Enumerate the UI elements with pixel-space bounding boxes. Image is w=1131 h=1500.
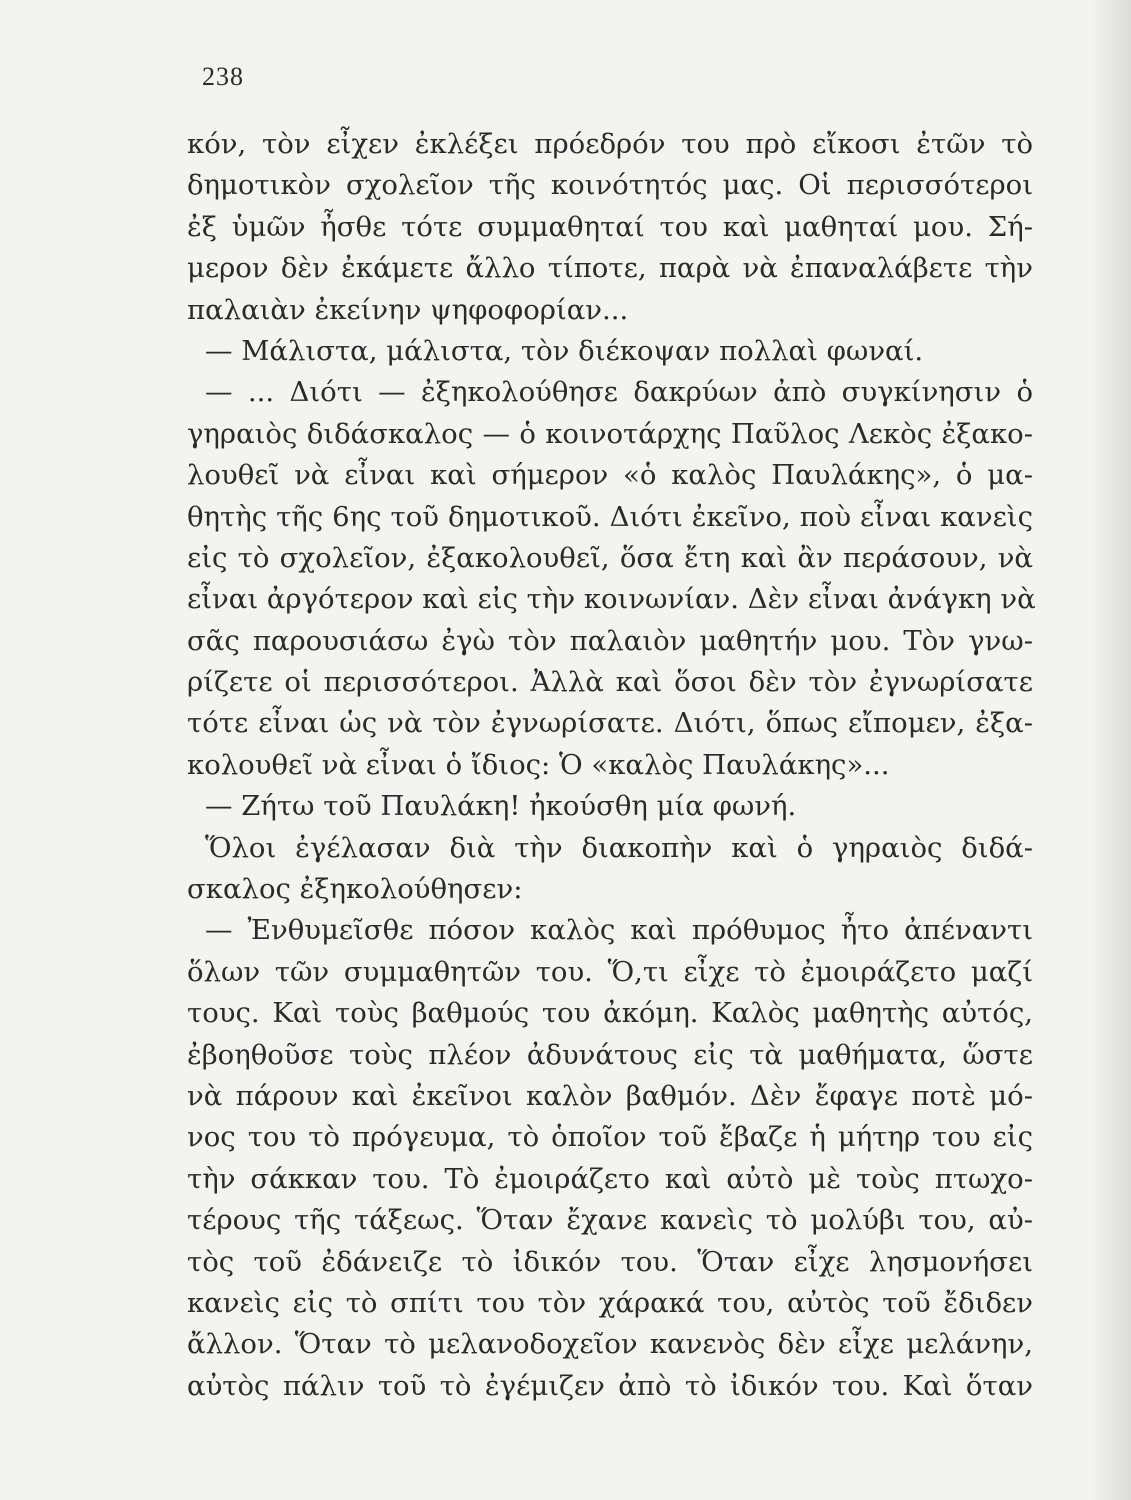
text-line: ἐξ ὑμῶν ἦσθε τότε συμμαθηταί του καὶ μαθηταί μου. Σή- — [187, 210, 1033, 243]
text-line: νὰ πάρουν καὶ ἐκεῖνοι καλὸν βαθμόν. Δὲν ἔφαγε ποτὲ μό- — [187, 1079, 1033, 1112]
text-line: παλαιὰν ἐκείνην ψηφοφορίαν... — [187, 293, 629, 326]
text-line: θητὴς τῆς 6ης τοῦ δημοτικοῦ. Διότι ἐκεῖνο, ποὺ εἶναι κανεὶς — [187, 500, 1033, 533]
text-line: — Ζήτω τοῦ Παυλάκη! ἠκούσθη μία φωνή. — [205, 790, 797, 823]
text-line: εἶναι ἀργότερον καὶ εἰς τὴν κοινωνίαν. Δὲν εἶναι ἀνάγκη νὰ — [187, 583, 1036, 616]
text-line: τους. Καὶ τοὺς βαθμούς του ἀκόμη. Καλὸς μαθητὴς αὐτός, — [187, 997, 1033, 1030]
text-line: τὴν σάκκαν του. Τὸ ἐμοιράζετο καὶ αὐτὸ μὲ τοὺς πτωχο- — [187, 1162, 1033, 1195]
text-line: Ὅλοι ἐγέλασαν διὰ τὴν διακοπὴν καὶ ὁ γηραιὸς διδά- — [205, 831, 1033, 864]
text-line: τὸς τοῦ ἐδάνειζε τὸ ἰδικόν του. Ὅταν εἶχε λησμονήσει — [187, 1245, 1033, 1278]
text-line: κολουθεῖ νὰ εἶναι ὁ ἴδιος: Ὁ «καλὸς Παυλάκης»... — [187, 748, 890, 781]
text-line: λουθεῖ νὰ εἶναι καὶ σήμερον «ὁ καλὸς Παυλάκης», ὁ μα- — [187, 459, 1033, 492]
text-line: — Μάλιστα, μάλιστα, τὸν διέκοψαν πολλαὶ φωναί. — [205, 334, 924, 367]
text-line: σᾶς παρουσιάσω ἐγὼ τὸν παλαιὸν μαθητήν μου. Τὸν γνω- — [187, 624, 1033, 657]
text-line: νος του τὸ πρόγευμα, τὸ ὁποῖον τοῦ ἔβαζε ἡ μήτηρ του εἰς — [187, 1121, 1033, 1154]
text-line: δημοτικὸν σχολεῖον τῆς κοινότητός μας. Οἱ περισσότεροι — [187, 169, 1033, 202]
text-line: εἰς τὸ σχολεῖον, ἐξακολουθεῖ, ὅσα ἔτη καὶ ἂν περάσουν, νὰ — [187, 541, 1033, 574]
text-line: ἐβοηθοῦσε τοὺς πλέον ἀδυνάτους εἰς τὰ μαθήματα, ὥστε — [187, 1038, 1033, 1071]
text-line: γηραιὸς διδάσκαλος — ὁ κοινοτάρχης Παῦλος Λεκὸς ἐξακο- — [187, 417, 1033, 450]
text-line: σκαλος ἐξηκολούθησεν: — [187, 873, 523, 906]
text-line: — Ἐνθυμεῖσθε πόσον καλὸς καὶ πρόθυμος ἦτο ἀπέναντι — [205, 914, 1033, 947]
text-line: αὐτὸς πάλιν τοῦ τὸ ἐγέμιζεν ἀπὸ τὸ ἰδικόν του. Καὶ ὅταν — [187, 1369, 1033, 1402]
page-number: 238 — [202, 62, 244, 91]
text-line: τότε εἶναι ὡς νὰ τὸν ἐγνωρίσατε. Διότι, ὅπως εἴπομεν, ἐξα- — [187, 707, 1033, 740]
body-text — [187, 124, 1036, 1407]
text-line: κόν, τὸν εἶχεν ἐκλέξει πρόεδρόν του πρὸ εἴκοσι ἐτῶν τὸ — [187, 128, 1033, 160]
text-line: ἄλλον. Ὅταν τὸ μελανοδοχεῖον κανενὸς δὲν εἶχε μελάνην, — [187, 1328, 1033, 1361]
text-line: κανεὶς εἰς τὸ σπίτι του τὸν χάρακά του, αὐτὸς τοῦ ἔδιδεν — [187, 1286, 1033, 1319]
text-line: ὅλων τῶν συμμαθητῶν του. Ὅ,τι εἶχε τὸ ἐμοιράζετο μαζί — [187, 955, 1033, 988]
text-line: ρίζετε οἱ περισσότεροι. Ἀλλὰ καὶ ὅσοι δὲν τὸν ἐγνωρίσατε — [187, 666, 1033, 699]
page-edge-shadow — [1091, 0, 1131, 1500]
text-line: τέρους τῆς τάξεως. Ὅταν ἔχανε κανεὶς τὸ μολύβι του, αὐ- — [187, 1204, 1033, 1237]
text-line: — ... Διότι — ἐξηκολούθησε δακρύων ἀπὸ συγκίνησιν ὁ — [205, 376, 1033, 409]
text-line: μερον δὲν ἐκάμετε ἄλλο τίποτε, παρὰ νὰ ἐπαναλάβετε τὴν — [187, 252, 1033, 285]
